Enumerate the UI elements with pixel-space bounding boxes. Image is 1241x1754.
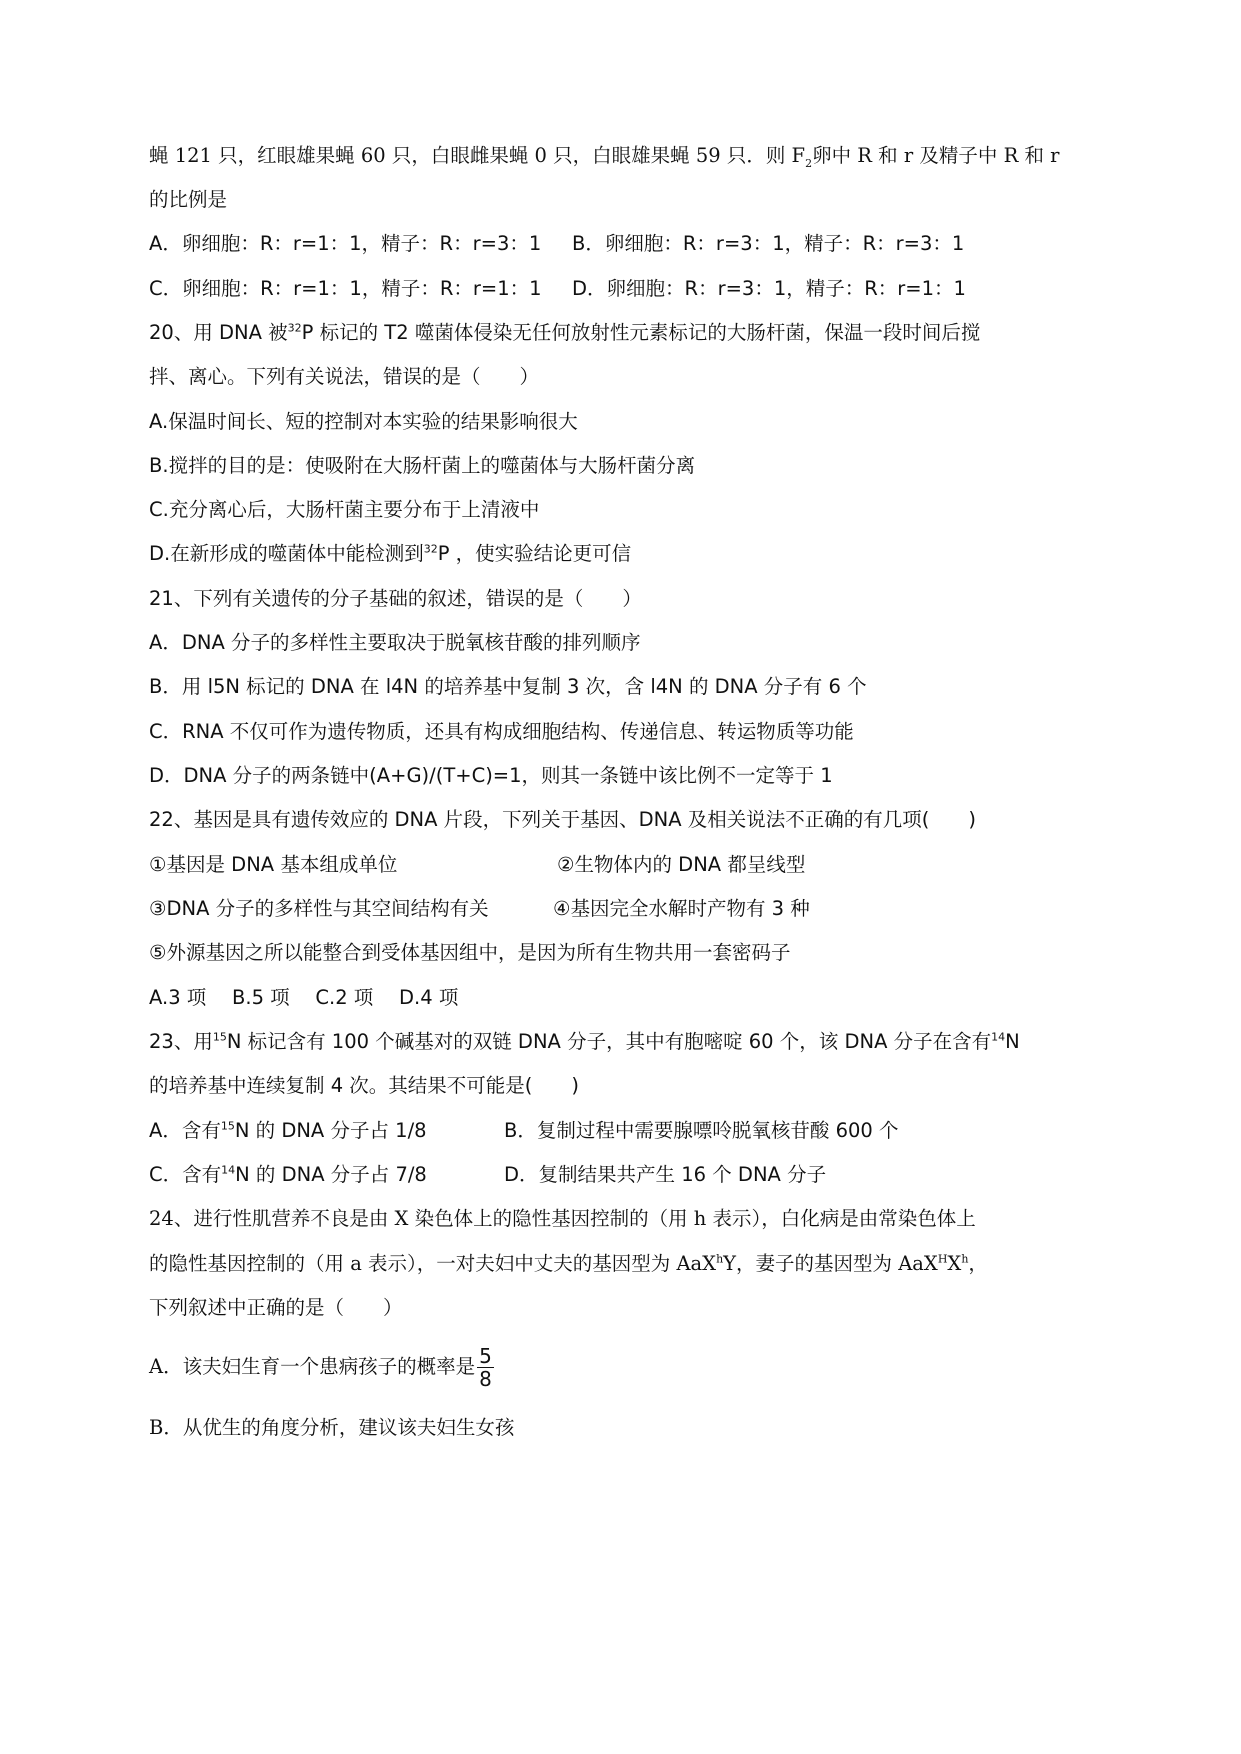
q22-statement-3: ③DNA 分子的多样性与其空间结构有关 bbox=[149, 897, 489, 920]
q20-stem-text: P 标记的 T2 噬菌体侵染无任何放射性元素标记的大肠杆菌，保温一段时间后搅 bbox=[301, 321, 981, 344]
q23-option-b: B．复制过程中需要腺嘌呤脱氧核苷酸 600 个 bbox=[504, 1119, 899, 1142]
superscript: 14 bbox=[991, 1030, 1006, 1044]
q19-option-c: C．卵细胞：R：r=1：1，精子：R：r=1：1 bbox=[149, 277, 542, 300]
q22-statement-5: ⑤外源基因之所以能整合到受体基因组中，是因为所有生物共用一套密码子 bbox=[149, 941, 791, 964]
q24-stem-line-3: 下列叙述中正确的是（ ） bbox=[149, 1296, 403, 1319]
superscript: h bbox=[716, 1252, 724, 1266]
q24-stem-line-2 bbox=[149, 1251, 988, 1277]
q22-statement-2: ②生物体内的 DNA 都呈线型 bbox=[557, 853, 806, 876]
q22-stem: 22、基因是具有遗传效应的 DNA 片段，下列关于基因、DNA 及相关说法不正确的有几项( ) bbox=[149, 808, 977, 831]
q23-option-d: D．复制结果共产生 16 个 DNA 分子 bbox=[504, 1163, 827, 1186]
superscript: 15 bbox=[212, 1030, 227, 1044]
q20-option-c: C.充分离心后，大肠杆菌主要分布于上清液中 bbox=[149, 498, 540, 521]
q20-option-b: B.搅拌的目的是：使吸附在大肠杆菌上的噬菌体与大肠杆菌分离 bbox=[149, 454, 696, 477]
q19-stem-line-2: 的比例是 bbox=[149, 188, 228, 211]
q19-stem-text: 蝇 121 只，红眼雄果蝇 60 只，白眼雌果蝇 0 只，白眼雄果蝇 59 只．则 F bbox=[149, 144, 806, 167]
q23-stem-text: 23、用 bbox=[149, 1030, 213, 1053]
q19-stem-text: 卵中 R 和 r 及精子中 R 和 r bbox=[812, 144, 1060, 167]
q20-stem-line-1 bbox=[149, 320, 980, 346]
q21-option-d: D．DNA 分子的两条链中(A+G)/(T+C)=1，则其一条链中该比例不一定等于 1 bbox=[149, 764, 833, 787]
q24-stem-text: X bbox=[947, 1252, 962, 1275]
q19-option-b: B．卵细胞：R：r=3：1，精子：R：r=3：1 bbox=[572, 232, 965, 255]
q21-stem: 21、下列有关遗传的分子基础的叙述，错误的是（ ） bbox=[149, 587, 642, 610]
q21-option-a: A．DNA 分子的多样性主要取决于脱氧核苷酸的排列顺序 bbox=[149, 631, 641, 654]
q24-stem-text: 的隐性基因控制的（用 a 表示），一对夫妇中丈夫的基因型为 AaX bbox=[149, 1252, 717, 1275]
fraction-numerator: 5 bbox=[479, 1344, 492, 1368]
fraction bbox=[477, 1345, 494, 1390]
superscript: H bbox=[937, 1252, 948, 1266]
q24-option-b: B．从优生的角度分析，建议该夫妇生女孩 bbox=[149, 1416, 515, 1439]
q23-stem-line-2: 的培养基中连续复制 4 次。其结果不可能是( ) bbox=[149, 1074, 580, 1097]
q22-statement-1: ①基因是 DNA 基本组成单位 bbox=[149, 853, 398, 876]
q24-option-a-text: A．该夫妇生育一个患病孩子的概率是 bbox=[149, 1355, 476, 1378]
q24-stem-line-1: 24、进行性肌营养不良是由 X 染色体上的隐性基因控制的（用 h 表示），白化病是由常染色体上 bbox=[149, 1207, 976, 1230]
superscript: 15 bbox=[220, 1119, 235, 1133]
q20-option-d bbox=[149, 541, 631, 567]
q19-stem-line-1 bbox=[149, 143, 1059, 169]
q23-stem-text: N bbox=[1005, 1030, 1020, 1053]
q23-option-a-text: A．含有 bbox=[149, 1119, 221, 1142]
q20-stem-text: 20、用 DNA 被 bbox=[149, 321, 288, 344]
q20-option-a: A.保温时间长、短的控制对本实验的结果影响很大 bbox=[149, 410, 578, 433]
exam-page bbox=[149, 0, 1109, 1754]
superscript: 32 bbox=[287, 321, 302, 335]
q24-stem-text: Y，妻子的基因型为 AaX bbox=[723, 1252, 938, 1275]
q23-option-a bbox=[149, 1118, 427, 1144]
superscript: 32 bbox=[423, 542, 438, 556]
q19-option-a: A．卵细胞：R：r=1：1，精子：R：r=3：1 bbox=[149, 232, 542, 255]
q23-stem-line-1 bbox=[149, 1029, 1020, 1055]
q20-option-d-text: P ，使实验结论更可信 bbox=[437, 542, 632, 565]
superscript: 14 bbox=[221, 1163, 236, 1177]
q23-option-c-text: N 的 DNA 分子占 7/8 bbox=[235, 1163, 427, 1186]
fraction-denominator: 8 bbox=[479, 1367, 492, 1391]
q22-options: A.3 项 B.5 项 C.2 项 D.4 项 bbox=[149, 986, 459, 1009]
q19-option-d: D．卵细胞：R：r=3：1，精子：R：r=1：1 bbox=[572, 277, 966, 300]
q22-statement-4: ④基因完全水解时产物有 3 种 bbox=[553, 897, 810, 920]
q23-option-c-text: C．含有 bbox=[149, 1163, 222, 1186]
q24-option-a bbox=[149, 1343, 494, 1391]
q23-option-c bbox=[149, 1162, 427, 1188]
q21-option-b: B．用 l5N 标记的 DNA 在 l4N 的培养基中复制 3 次，含 l4N 的 DNA 分子有 6 个 bbox=[149, 675, 867, 698]
subscript: 2 bbox=[805, 156, 813, 170]
q21-option-c: C．RNA 不仅可作为遗传物质，还具有构成细胞结构、传递信息、转运物质等功能 bbox=[149, 720, 854, 743]
superscript: h bbox=[961, 1252, 969, 1266]
q23-option-a-text: N 的 DNA 分子占 1/8 bbox=[234, 1119, 427, 1142]
q24-stem-text: ， bbox=[968, 1252, 988, 1275]
q20-option-d-text: D.在新形成的噬菌体中能检测到 bbox=[149, 542, 424, 565]
q20-stem-line-2: 拌、离心。下列有关说法，错误的是（ ） bbox=[149, 365, 540, 388]
q23-stem-text: N 标记含有 100 个碱基对的双链 DNA 分子，其中有胞嘧啶 60 个，该 DNA 分子在含有 bbox=[226, 1030, 992, 1053]
